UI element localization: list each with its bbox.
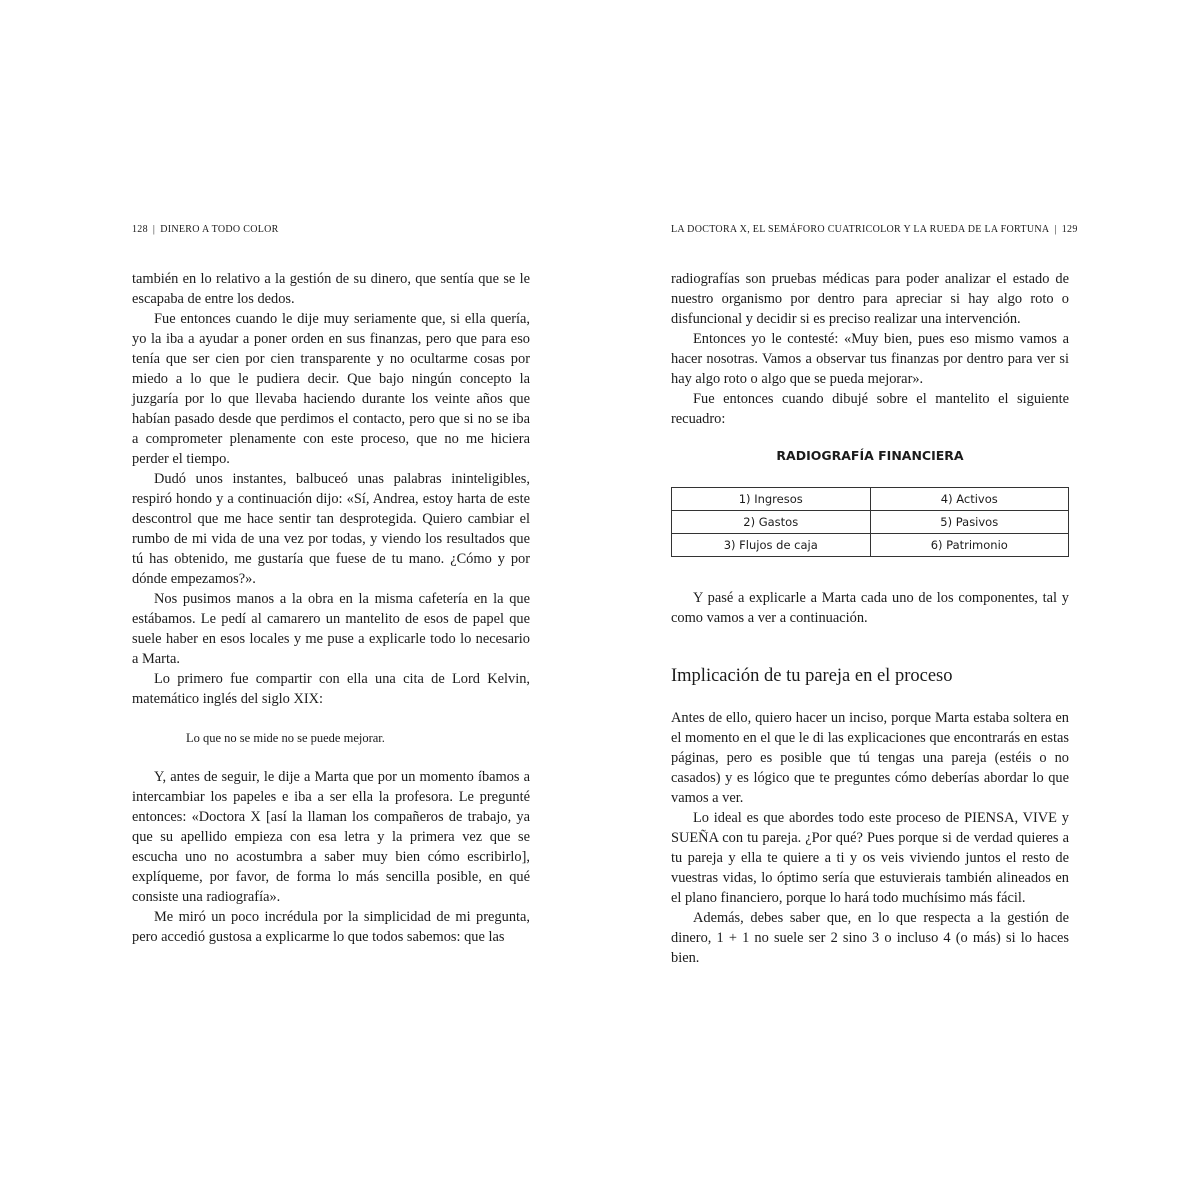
paragraph: Antes de ello, quiero hacer un inciso, porque Marta estaba soltera en el momento en el que le di las explicaciones que encontrarás en estas páginas, pero es posible que tú tengas una pareja (estéis o no casados) y es lógico que te preguntes cómo deberías abordar lo que vamos a ver. [671, 710, 1069, 806]
paragraph: Lo primero fue compartir con ella una cita de Lord Kelvin, matemático inglés del siglo XIX: [132, 671, 530, 707]
table-row [672, 511, 1069, 534]
paragraph: Nos pusimos manos a la obra en la misma cafetería en la que estábamos. Le pedí al camarero un mantelito de esos de papel que suele haber en esos locales y me puse a explicarle todo lo necesario a Marta. [132, 591, 530, 667]
block-quote: Lo que no se mide no se puede mejorar. [186, 731, 385, 745]
paragraph: Dudó unos instantes, balbuceó unas palabras ininteligibles, respiró hondo y a continuación dijo: «Sí, Andrea, estoy harta de este descontrol que me hace sentir tan desprotegida. Quiero cambiar el rumbo de mi vida de una vez por todas, y viendo los resultados que tú has obtenido, me gustaría que fuese de tu mano. ¿Cómo y por dónde empezamos?». [132, 471, 530, 587]
section-heading: Implicación de tu pareja en el proceso [671, 666, 953, 686]
right-body-text-after-table [671, 588, 1069, 628]
table-cell: 1) Ingresos [672, 488, 871, 511]
table-row [672, 534, 1069, 557]
paragraph: Y, antes de seguir, le dije a Marta que por un momento íbamos a intercambiar los papeles e iba a ser ella la profesora. Le pregunté entonces: «Doctora X [así la llaman los compañeros de trabajo, ya que su apellido empieza con esa letra y la primera vez que se escucha uno no acostumbra a saber muy bien cómo escribirlo], explíqueme, por favor, de forma lo más sencilla posible, en qué consiste una radiografía». [132, 769, 530, 905]
right-body-text [671, 269, 1069, 429]
paragraph: Y pasé a explicarle a Marta cada uno de los componentes, tal y como vamos a ver a continuación. [671, 590, 1069, 626]
paragraph: radiografías son pruebas médicas para poder analizar el estado de nuestro organismo por dentro para apreciar si hay algo roto o disfuncional y decidir si es preciso realizar una intervención. [671, 271, 1069, 327]
table-cell: 5) Pasivos [870, 511, 1069, 534]
table-cell: 6) Patrimonio [870, 534, 1069, 557]
table-cell: 4) Activos [870, 488, 1069, 511]
left-body-text-continued [132, 767, 530, 947]
page-number: 128 [132, 224, 148, 235]
section-body-text [671, 708, 1069, 968]
running-head-left [132, 223, 530, 237]
chapter-title: LA DOCTORA X, EL SEMÁFORO CUATRICOLOR Y LA RUEDA DE LA FORTUNA [671, 224, 1050, 235]
running-head-right [671, 223, 1078, 237]
paragraph: Fue entonces cuando dibujé sobre el mantelito el siguiente recuadro: [671, 391, 1069, 427]
left-body-text [132, 269, 530, 709]
table-title: RADIOGRAFÍA FINANCIERA [776, 448, 964, 463]
separator: | [1054, 224, 1057, 235]
table-row [672, 488, 1069, 511]
financial-xray-table [671, 487, 1069, 557]
paragraph: también en lo relativo a la gestión de su dinero, que sentía que se le escapaba de entre los dedos. [132, 271, 530, 307]
paragraph: Lo ideal es que abordes todo este proceso de PIENSA, VIVE y SUEÑA con tu pareja. ¿Por qué? Pues porque si de verdad quieres a tu pareja y ella te quiere a ti y os veis viviendo juntos el resto de vuestras vidas, lo óptimo sería que estuvierais también alineados en el plano financiero, porque lo hará todo muchísimo más fácil. [671, 810, 1069, 906]
paragraph: Además, debes saber que, en lo que respecta a la gestión de dinero, 1 + 1 no suele ser 2 sino 3 o incluso 4 (o más) si lo haces bien. [671, 910, 1069, 966]
table-cell: 2) Gastos [672, 511, 871, 534]
table-cell: 3) Flujos de caja [672, 534, 871, 557]
paragraph: Fue entonces cuando le dije muy seriamente que, si ella quería, yo la iba a ayudar a poner orden en sus finanzas, pero que para eso tenía que ser cien por cien transparente y no ocultarme cosas por miedo a lo que le pudiera decir. Que bajo ningún concepto la juzgaría por lo que llevaba haciendo durante los veinte años que habían pasado desde que perdimos el contacto, pero que si no se iba a comprometer plenamente con este proceso, que no me hiciera perder el tiempo. [132, 311, 530, 467]
paragraph: Me miró un poco incrédula por la simplicidad de mi pregunta, pero accedió gustosa a explicarme lo que todos sabemos: que las [132, 909, 530, 945]
page-number: 129 [1061, 224, 1078, 235]
paragraph: Entonces yo le contesté: «Muy bien, pues eso mismo vamos a hacer nosotras. Vamos a observar tus finanzas por dentro para ver si hay algo roto o algo que se pueda mejorar». [671, 331, 1069, 387]
book-title: DINERO A TODO COLOR [160, 224, 279, 235]
separator: | [152, 224, 156, 235]
